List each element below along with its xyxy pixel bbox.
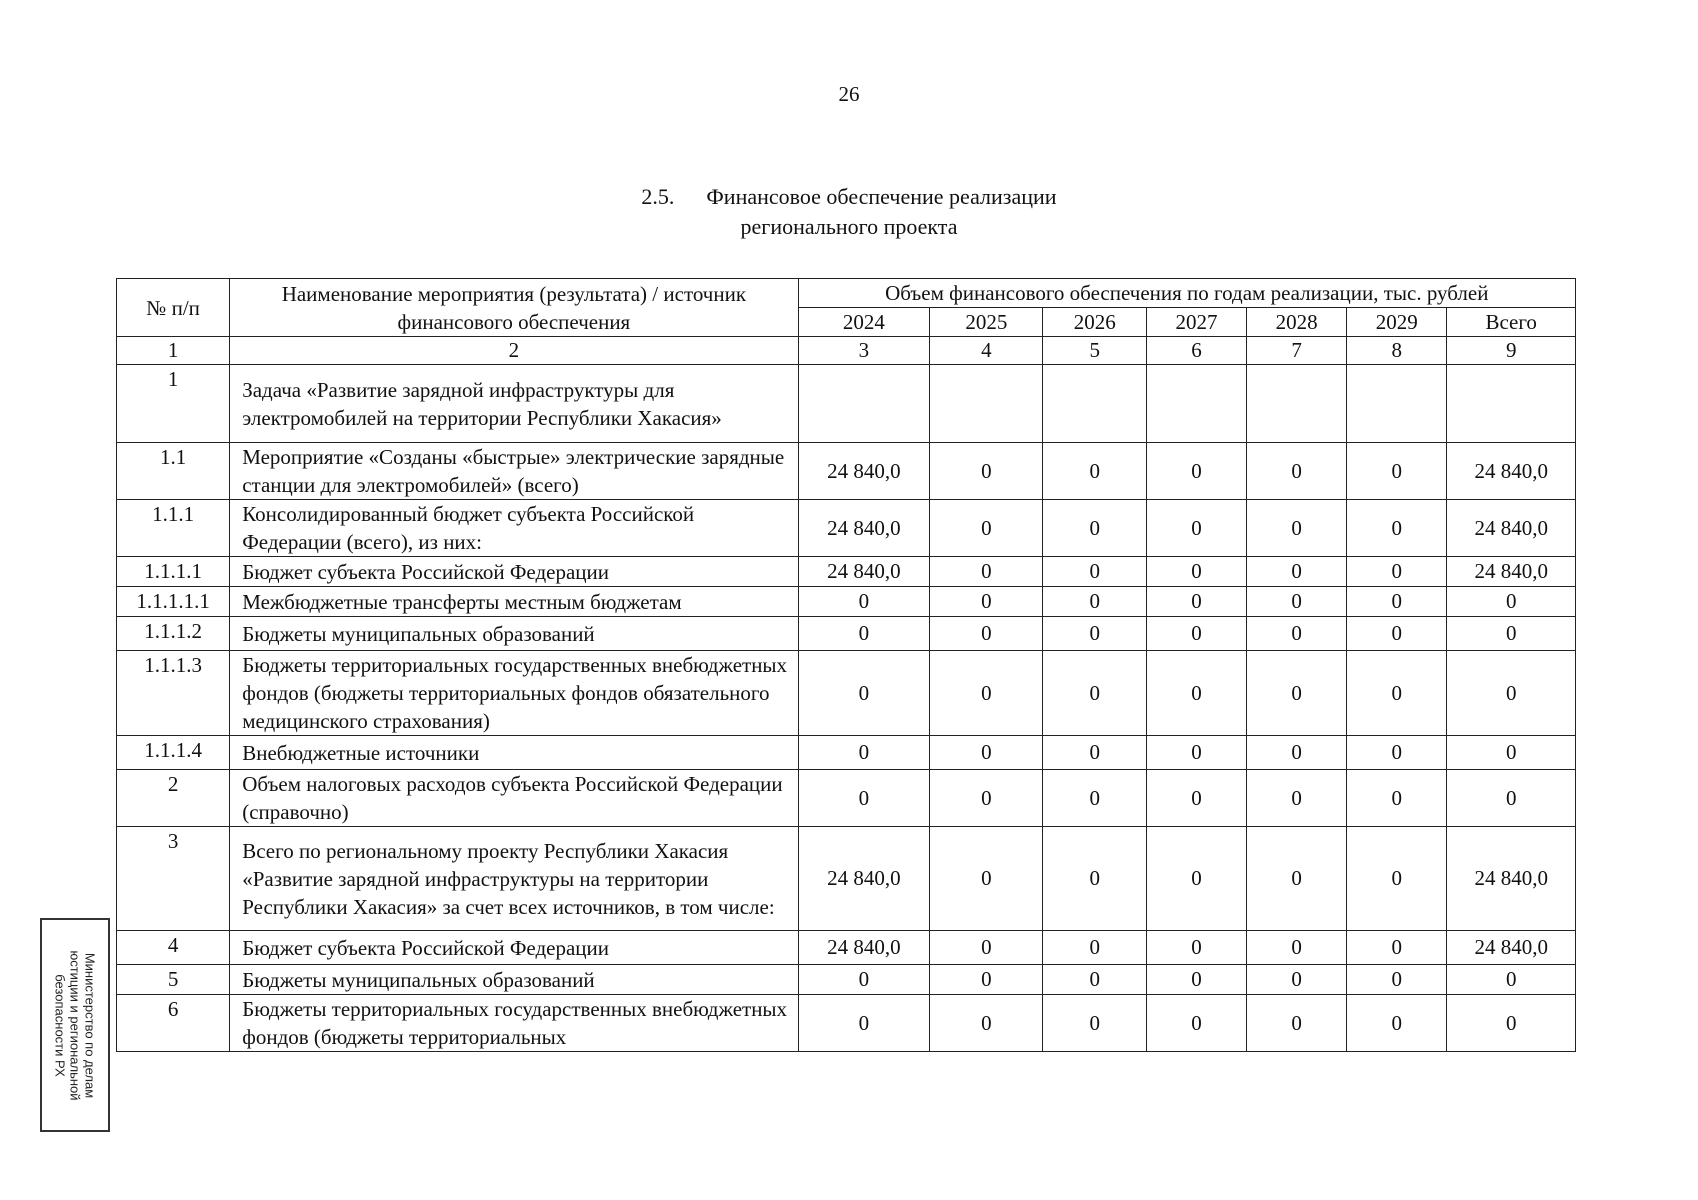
row-year-value: 0 [930,617,1043,651]
column-index: 7 [1247,337,1347,365]
row-year-value: 0 [930,736,1043,770]
row-year-value: 24 840,0 [798,443,930,500]
column-index: 2 [230,337,798,365]
row-number: 1.1 [117,443,230,500]
row-year-value: 0 [1043,617,1146,651]
row-year-value: 0 [1146,770,1246,827]
table-row [117,617,1576,651]
table-row [117,965,1576,995]
row-year-value: 0 [798,965,930,995]
column-index: 9 [1447,337,1576,365]
row-year-value: 0 [1146,651,1246,736]
table-row [117,557,1576,587]
row-number: 1 [117,365,230,443]
row-year-value: 0 [1247,931,1347,965]
row-year-value: 24 840,0 [798,557,930,587]
row-total-value: 24 840,0 [1447,557,1576,587]
row-name: Объем налоговых расходов субъекта Российской Федерации (справочно) [230,770,798,827]
row-year-value: 0 [1347,965,1447,995]
row-year-value: 0 [930,500,1043,557]
column-index-row [117,337,1576,365]
row-year-value: 0 [1347,931,1447,965]
row-total-value: 0 [1447,770,1576,827]
table-row [117,365,1576,443]
row-year-value: 0 [1043,827,1146,931]
row-total-value: 24 840,0 [1447,931,1576,965]
header-year: 2029 [1347,308,1447,337]
header-total: Всего [1447,308,1576,337]
header-num: № п/п [117,279,230,337]
row-year-value: 0 [1247,587,1347,617]
column-index: 6 [1146,337,1246,365]
table-row [117,500,1576,557]
row-number: 3 [117,827,230,931]
row-year-value: 0 [1146,931,1246,965]
row-name: Всего по региональному проекту Республики Хакасия «Развитие зарядной инфраструктуры на территории Республики Хакасия» за счет всех источников, в том числе: [230,827,798,931]
row-year-value: 0 [1247,443,1347,500]
row-year-value: 0 [1043,965,1146,995]
row-year-value: 0 [1347,651,1447,736]
row-name: Мероприятие «Созданы «быстрые» электрические зарядные станции для электромобилей» (всего) [230,443,798,500]
row-name: Бюджеты муниципальных образований [230,965,798,995]
row-year-value: 0 [1146,965,1246,995]
row-name: Консолидированный бюджет субъекта Российской Федерации (всего), из них: [230,500,798,557]
row-year-value: 0 [1043,587,1146,617]
row-year-value: 0 [1347,736,1447,770]
row-total-value: 0 [1447,617,1576,651]
row-year-value: 0 [1247,995,1347,1052]
table-row [117,931,1576,965]
row-year-value: 0 [1347,500,1447,557]
row-year-value [1347,365,1447,443]
header-year: 2028 [1247,308,1347,337]
row-year-value: 0 [1043,651,1146,736]
stamp-line: Министерство по делам [82,952,98,1098]
row-year-value: 0 [1146,557,1246,587]
row-year-value: 0 [1247,557,1347,587]
row-year-value: 0 [1043,736,1146,770]
table-row [117,770,1576,827]
table-row [117,995,1576,1052]
row-year-value: 0 [930,931,1043,965]
row-name: Межбюджетные трансферты местным бюджетам [230,587,798,617]
row-year-value: 24 840,0 [798,931,930,965]
row-number: 1.1.1.3 [117,651,230,736]
row-year-value: 0 [1347,587,1447,617]
registration-stamp [40,918,110,1132]
row-year-value [798,365,930,443]
row-year-value: 0 [930,770,1043,827]
table-row [117,651,1576,736]
row-number: 1.1.1.2 [117,617,230,651]
row-year-value: 0 [1247,827,1347,931]
row-name: Бюджеты муниципальных образований [230,617,798,651]
header-year: 2027 [1146,308,1246,337]
row-year-value: 0 [1043,995,1146,1052]
row-year-value: 0 [798,587,930,617]
row-year-value: 0 [1347,770,1447,827]
row-year-value: 0 [1146,827,1246,931]
row-year-value: 0 [930,557,1043,587]
row-total-value: 0 [1447,587,1576,617]
row-total-value: 24 840,0 [1447,443,1576,500]
row-number: 1.1.1.1.1 [117,587,230,617]
row-year-value: 0 [1043,443,1146,500]
row-year-value: 0 [1347,995,1447,1052]
column-index: 3 [798,337,930,365]
row-year-value: 0 [798,617,930,651]
row-number: 1.1.1.1 [117,557,230,587]
row-total-value: 24 840,0 [1447,500,1576,557]
row-name: Бюджеты территориальных государственных внебюджетных фондов (бюджеты территориальных [230,995,798,1052]
row-year-value [1146,365,1246,443]
row-number: 1.1.1 [117,500,230,557]
row-year-value: 0 [930,995,1043,1052]
header-year: 2025 [930,308,1043,337]
header-year: 2026 [1043,308,1146,337]
row-name: Задача «Развитие зарядной инфраструктуры для электромобилей на территории Республики Хакасия» [230,365,798,443]
row-number: 1.1.1.4 [117,736,230,770]
row-total-value [1447,365,1576,443]
row-year-value: 0 [1247,617,1347,651]
row-total-value: 24 840,0 [1447,827,1576,931]
row-year-value: 0 [930,965,1043,995]
section-number: 2.5. [641,184,675,209]
row-number: 4 [117,931,230,965]
table-row [117,587,1576,617]
column-index: 1 [117,337,230,365]
financing-table [116,278,1576,1052]
row-year-value: 0 [798,651,930,736]
section-title-line2: регионального проекта [740,214,958,239]
row-year-value: 0 [1146,995,1246,1052]
row-year-value: 0 [1043,500,1146,557]
column-index: 8 [1347,337,1447,365]
row-year-value: 0 [930,651,1043,736]
column-index: 5 [1043,337,1146,365]
row-total-value: 0 [1447,736,1576,770]
section-title [0,182,1698,242]
row-number: 5 [117,965,230,995]
row-number: 6 [117,995,230,1052]
table-row [117,827,1576,931]
row-year-value: 0 [930,827,1043,931]
row-year-value: 0 [798,736,930,770]
row-year-value [930,365,1043,443]
row-year-value: 0 [1247,965,1347,995]
table-row [117,736,1576,770]
header-name: Наименование мероприятия (результата) / источник финансового обеспечения [230,279,798,337]
column-index: 4 [930,337,1043,365]
row-year-value: 0 [1043,931,1146,965]
row-name: Бюджет субъекта Российской Федерации [230,931,798,965]
stamp-line: юстиции и региональной [67,949,83,1101]
row-year-value: 0 [1247,500,1347,557]
row-total-value: 0 [1447,965,1576,995]
row-year-value: 0 [1146,443,1246,500]
section-title-line1: Финансовое обеспечение реализации [706,184,1057,209]
row-year-value [1043,365,1146,443]
row-year-value [1247,365,1347,443]
row-year-value: 0 [1247,651,1347,736]
row-year-value: 24 840,0 [798,827,930,931]
row-name: Бюджет субъекта Российской Федерации [230,557,798,587]
row-year-value: 0 [1043,557,1146,587]
row-name: Внебюджетные источники [230,736,798,770]
header-year: 2024 [798,308,930,337]
row-year-value: 0 [798,770,930,827]
row-year-value: 0 [930,587,1043,617]
row-year-value: 0 [1146,587,1246,617]
row-year-value: 0 [1247,770,1347,827]
row-year-value: 0 [1347,827,1447,931]
row-total-value: 0 [1447,995,1576,1052]
row-name: Бюджеты территориальных государственных внебюджетных фондов (бюджеты территориальных фондов обязательного медицинского страхования) [230,651,798,736]
row-total-value: 0 [1447,651,1576,736]
row-year-value: 24 840,0 [798,500,930,557]
row-number: 2 [117,770,230,827]
stamp-line: безопасности РХ [52,973,68,1077]
header-volume: Объем финансового обеспечения по годам реализации, тыс. рублей [798,279,1575,308]
row-year-value: 0 [1347,617,1447,651]
row-year-value: 0 [1146,617,1246,651]
row-year-value: 0 [1043,770,1146,827]
row-year-value: 0 [1347,557,1447,587]
row-year-value: 0 [1146,500,1246,557]
page-number: 26 [838,82,860,106]
table-row [117,443,1576,500]
row-year-value: 0 [930,443,1043,500]
row-year-value: 0 [1347,443,1447,500]
row-year-value: 0 [1146,736,1246,770]
row-year-value: 0 [1247,736,1347,770]
row-year-value: 0 [798,995,930,1052]
